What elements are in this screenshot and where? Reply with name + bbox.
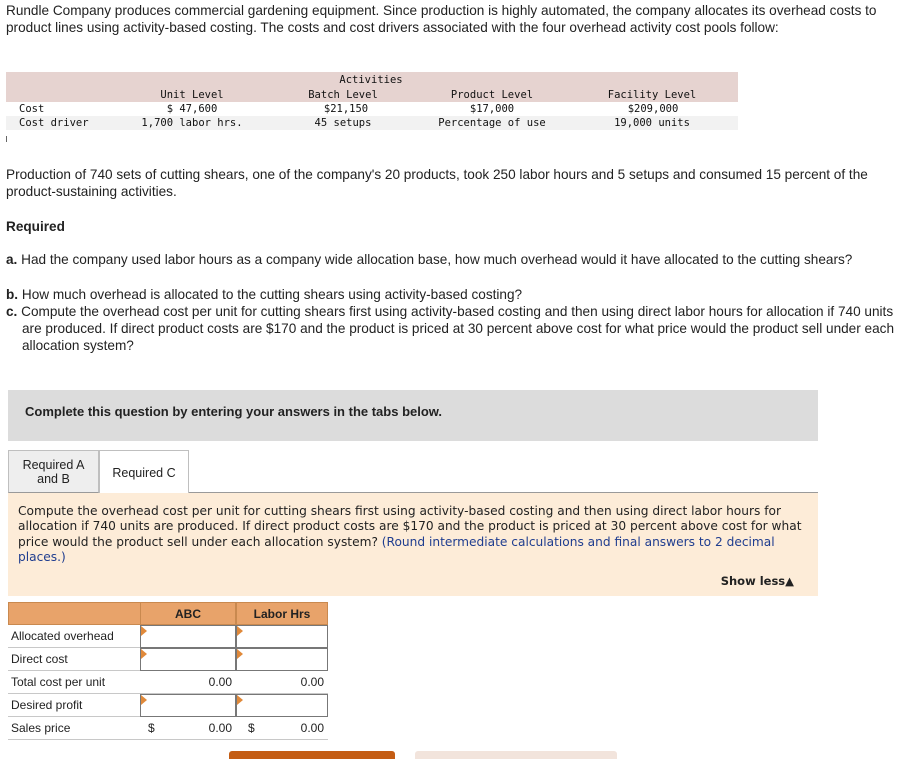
row-label-total-cost-per-unit: Total cost per unit xyxy=(8,671,140,694)
total-cost-labor: 0.00 xyxy=(236,671,328,694)
question-a-text: Had the company used labor hours as a company wide allocation base, how much overhead would it have allocated to the cutting shears? xyxy=(21,252,853,267)
question-c-text: Compute the overhead cost per unit for cutting shears first using activity-based costing and then using direct labor hours for allocation if 740 units are produced. If direct product costs are $170 and the product is priced at 30 percent above cost for what price would the product sell under each allocation system? xyxy=(21,304,895,354)
question-c-label: c. xyxy=(6,304,18,319)
driver-batch: 45 setups xyxy=(314,117,372,129)
answer-grid xyxy=(8,602,328,742)
instruction-panel xyxy=(8,493,818,596)
tab-c-label: Required C xyxy=(112,465,176,480)
cost-facility: $209,000 xyxy=(627,103,679,115)
question-b-text: How much overhead is allocated to the cutting shears using activity-based costing? xyxy=(21,287,523,302)
input-desired-profit-labor[interactable] xyxy=(236,694,328,717)
row-label-sales-price: Sales price xyxy=(8,717,140,740)
input-allocated-overhead-labor[interactable] xyxy=(236,625,328,648)
input-direct-cost-labor[interactable] xyxy=(236,648,328,671)
tab-a-label-line1: Required A xyxy=(22,457,85,472)
total-cost-abc: 0.00 xyxy=(140,671,236,694)
row-label-allocated-overhead: Allocated overhead xyxy=(8,625,140,648)
tab-required-a-and-b[interactable] xyxy=(8,450,99,493)
cost-unit: $ 47,600 xyxy=(166,103,218,115)
show-less-label: Show less xyxy=(720,574,786,588)
input-allocated-overhead-abc[interactable] xyxy=(140,625,236,648)
question-b-label: b. xyxy=(6,287,19,302)
table-edge-tick xyxy=(6,136,7,142)
grid-header-blank xyxy=(8,602,140,625)
input-direct-cost-abc[interactable] xyxy=(140,648,236,671)
col-header-product: Product Level xyxy=(450,89,534,101)
question-a xyxy=(6,251,896,268)
question-a-label: a. xyxy=(6,252,18,267)
triangle-up-icon: ▲ xyxy=(785,574,794,588)
col-header-unit: Unit Level xyxy=(160,89,224,101)
row-label-cost: Cost xyxy=(19,103,45,115)
currency-symbol: $ xyxy=(148,721,155,735)
question-c xyxy=(6,303,896,355)
driver-product: Percentage of use xyxy=(438,117,546,129)
input-desired-profit-abc[interactable] xyxy=(140,694,236,717)
rounding-note: (Round intermediate calculations and final answers to 2 decimal places.) xyxy=(18,534,775,565)
row-label-driver: Cost driver xyxy=(19,117,89,129)
cost-batch: $21,150 xyxy=(323,103,369,115)
grid-header-labor-hrs: Labor Hrs xyxy=(236,602,328,625)
col-header-batch: Batch Level xyxy=(308,89,378,101)
col-header-facility: Facility Level xyxy=(607,89,697,101)
row-label-desired-profit: Desired profit xyxy=(8,694,140,717)
production-paragraph: Production of 740 sets of cutting shears, one of the company's 20 products, took 250 labor hours and 5 setups and consumed 15 percent of the product-sustaining activities. xyxy=(6,167,868,200)
tab-a-label-line2: and B xyxy=(37,471,70,486)
intro-paragraph: Rundle Company produces commercial gardening equipment. Since production is highly automated, the company allocates its overhead costs to product lines using activity-based costing. The costs and cost drivers associated with the four overhead activity cost pools follow: xyxy=(6,3,877,36)
sales-price-labor: $ 0.00 xyxy=(236,717,328,740)
complete-question-banner xyxy=(8,390,818,441)
activity-cost-table xyxy=(6,72,738,142)
driver-facility: 19,000 units xyxy=(614,117,690,129)
question-b xyxy=(6,286,896,303)
activities-group-header: Activities xyxy=(339,74,403,86)
tab-required-c[interactable] xyxy=(99,450,189,494)
sales-price-abc: $ 0.00 xyxy=(140,717,236,740)
instruction-text xyxy=(18,504,802,566)
currency-symbol: $ xyxy=(248,721,255,735)
instruction-body: Compute the overhead cost per unit for cutting shears first using activity-based costing and then using direct labor hours for allocation if 740 units are produced. If direct product costs are $170 and the product is priced at 30 percent above cost for what price would the product sell under each allocation system? xyxy=(18,504,802,549)
row-label-direct-cost: Direct cost xyxy=(8,648,140,671)
required-heading: Required xyxy=(6,219,65,234)
cost-product: $17,000 xyxy=(469,103,515,115)
show-less-toggle[interactable] xyxy=(721,574,794,588)
driver-unit: 1,700 labor hrs. xyxy=(141,117,243,129)
complete-banner-text: Complete this question by entering your answers in the tabs below. xyxy=(25,404,443,419)
grid-header-abc: ABC xyxy=(140,602,236,625)
